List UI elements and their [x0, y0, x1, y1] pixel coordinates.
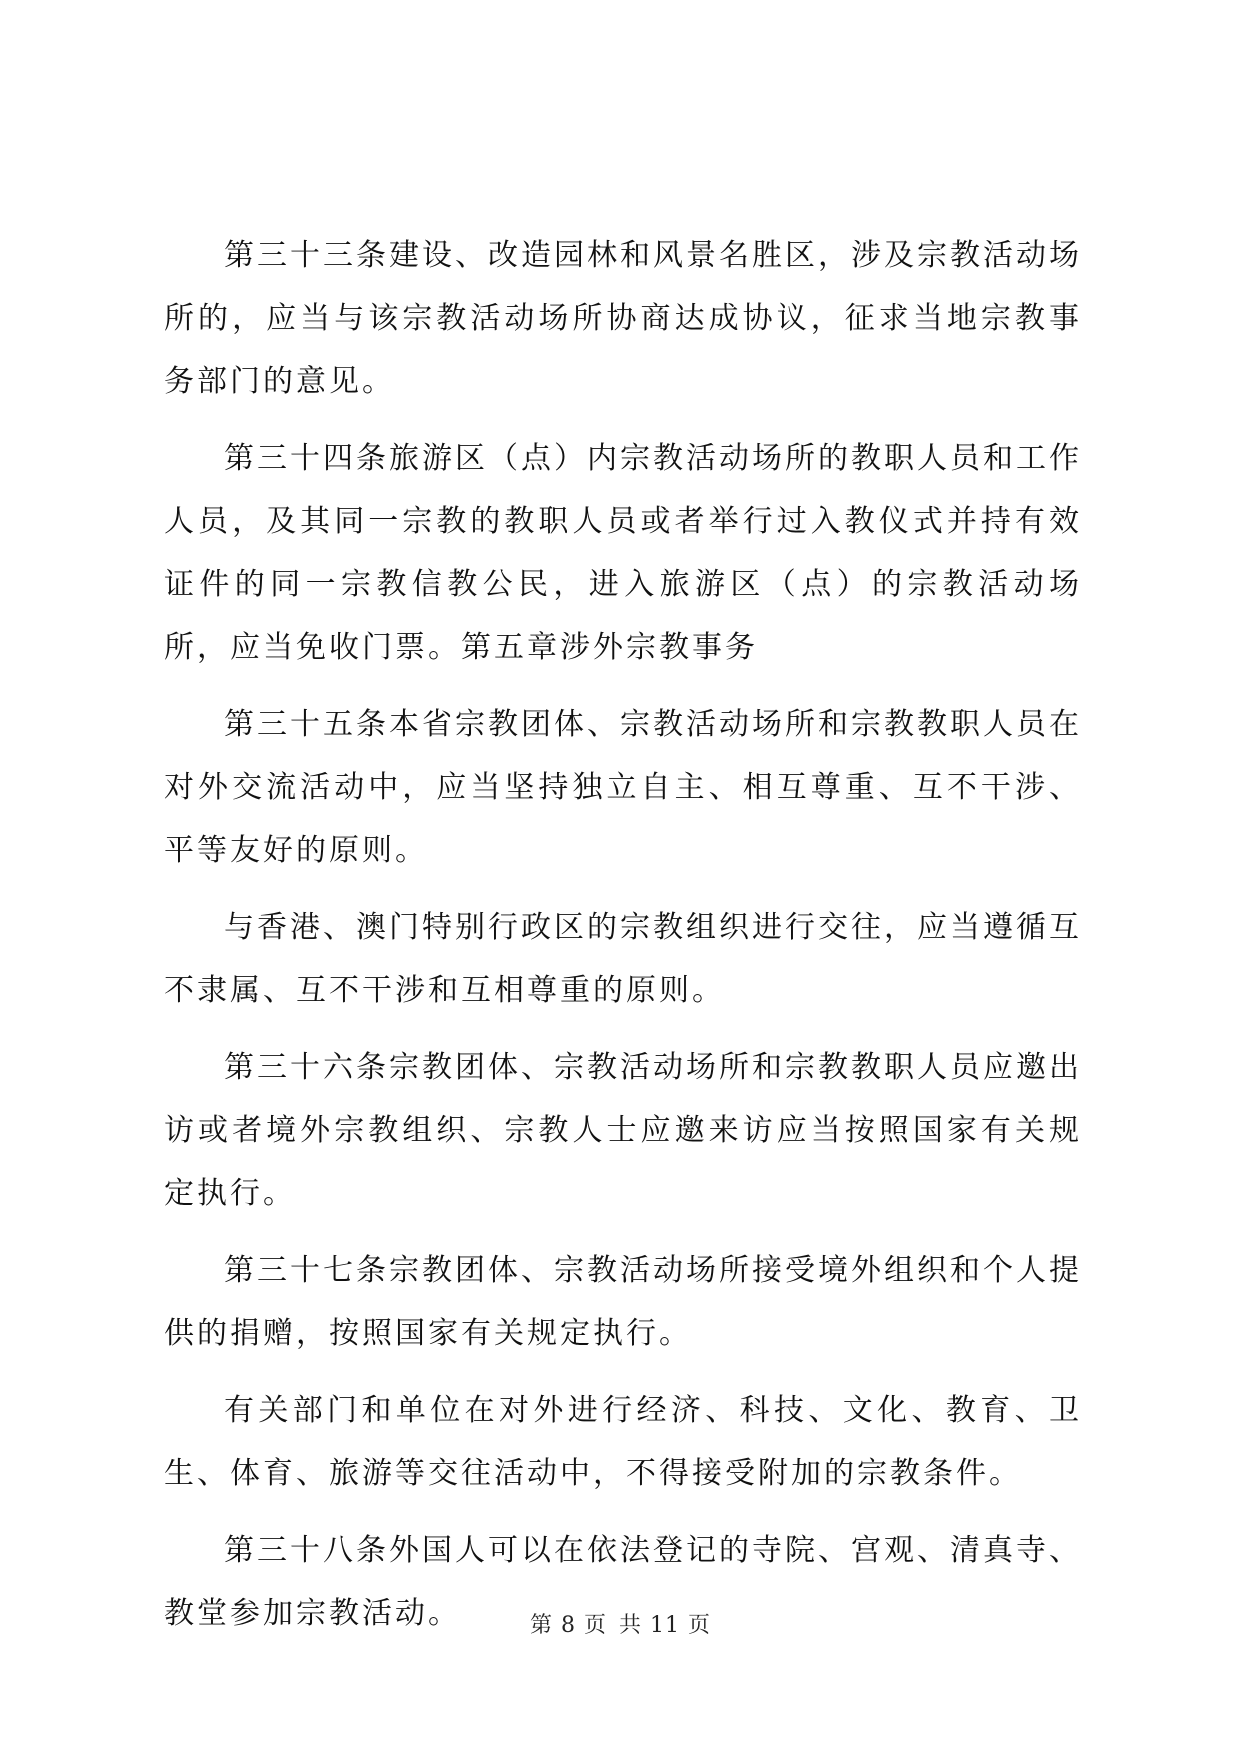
paragraph-article-37: 第三十七条宗教团体、宗教活动场所接受境外组织和个人提供的捐赠，按照国家有关规定执行。	[164, 1253, 1082, 1351]
paragraph-hk-macau: 与香港、澳门特别行政区的宗教组织进行交往，应当遵循互不隶属、互不干涉和互相尊重的原则。	[164, 910, 1082, 1008]
paragraph-foreign-exchange: 有关部门和单位在对外进行经济、科技、文化、教育、卫生、体育、旅游等交往活动中，不得接受附加的宗教条件。	[164, 1393, 1082, 1491]
paragraph-article-34: 第三十四条旅游区（点）内宗教活动场所的教职人员和工作人员，及其同一宗教的教职人员或者举行过入教仪式并持有效证件的同一宗教信教公民，进入旅游区（点）的宗教活动场所，应当免收门票。第五章涉外宗教事务	[164, 441, 1082, 665]
paragraph-article-36: 第三十六条宗教团体、宗教活动场所和宗教教职人员应邀出访或者境外宗教组织、宗教人士应邀来访应当按照国家有关规定执行。	[164, 1050, 1082, 1211]
paragraph-article-35: 第三十五条本省宗教团体、宗教活动场所和宗教教职人员在对外交流活动中，应当坚持独立自主、相互尊重、互不干涉、平等友好的原则。	[164, 707, 1082, 868]
page-footer	[0, 1611, 1241, 1641]
paragraph-article-33: 第三十三条建设、改造园林和风景名胜区，涉及宗教活动场所的，应当与该宗教活动场所协商达成协议，征求当地宗教事务部门的意见。	[164, 238, 1082, 399]
paragraph-article-38: 第三十八条外国人可以在依法登记的寺院、宫观、清真寺、教堂参加宗教活动。	[164, 1533, 1082, 1631]
page-number: 第 8 页	[530, 1613, 607, 1638]
page-total: 共 11 页	[619, 1613, 711, 1638]
document-body	[164, 224, 1082, 1659]
